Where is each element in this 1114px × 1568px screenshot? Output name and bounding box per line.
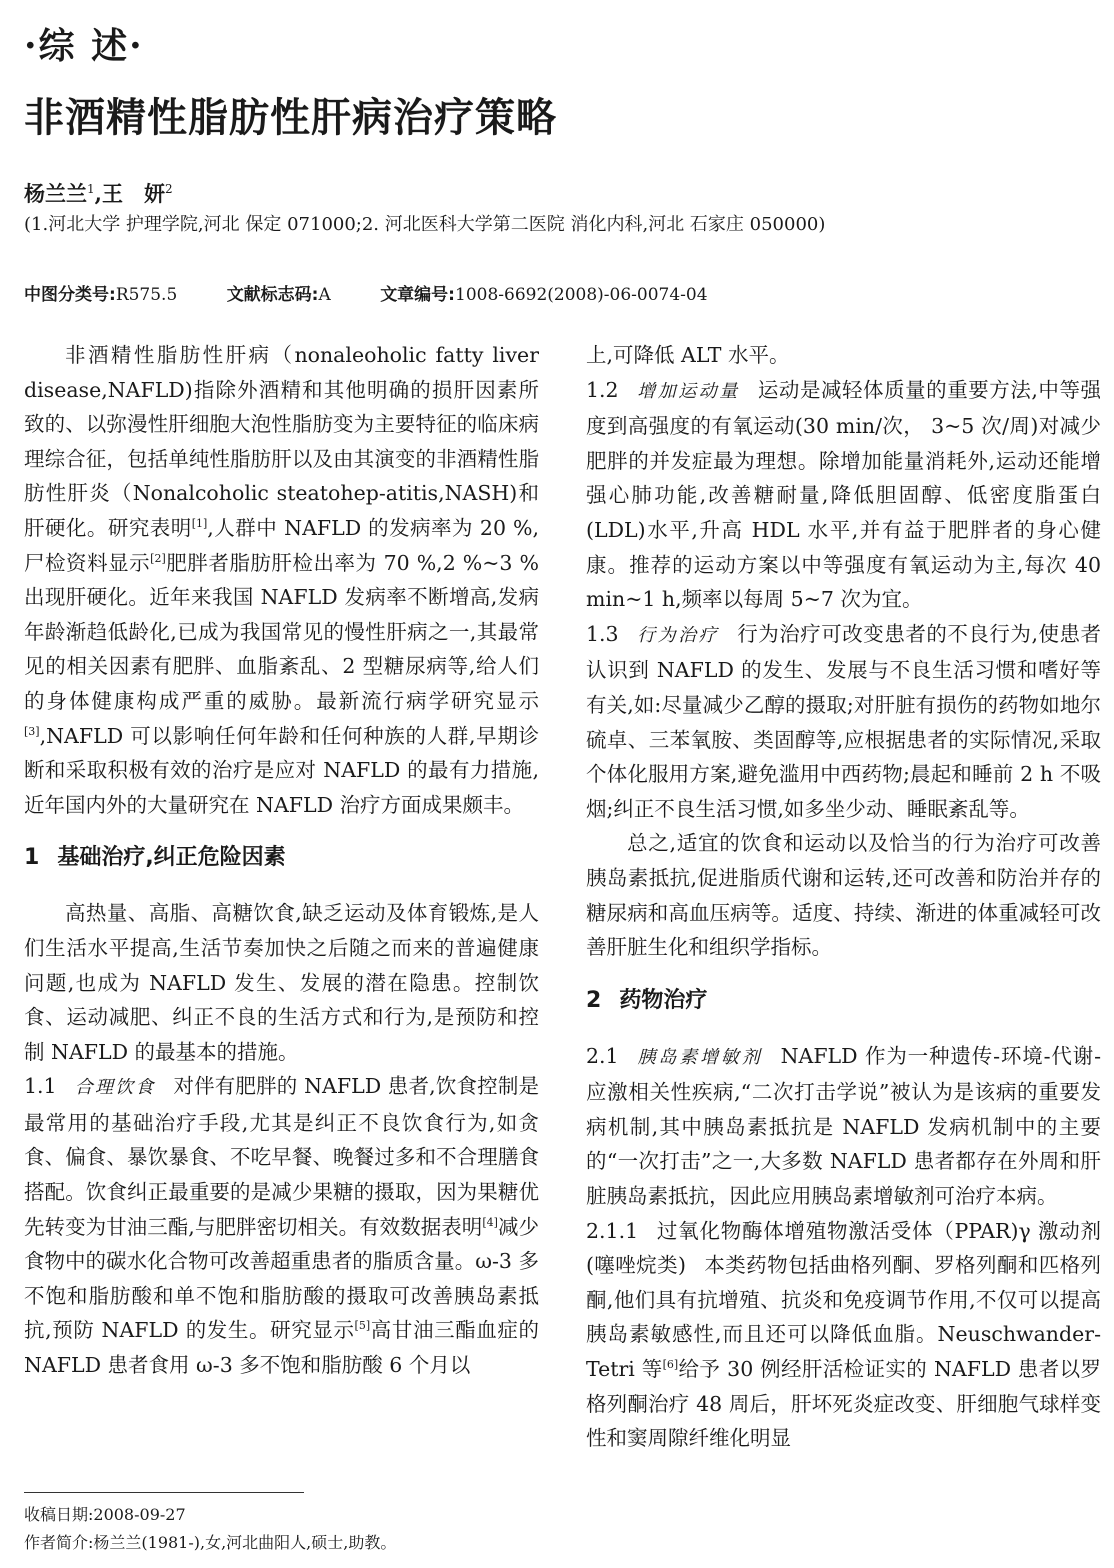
- section-heading-1: 1 基础治疗,纠正危险因素: [24, 845, 286, 871]
- author-bio: 作者简介:杨兰兰(1981-),女,河北曲阳人,硕士,助教。: [24, 1533, 397, 1552]
- citation-ref[interactable]: [4]: [482, 1215, 498, 1229]
- intro-paragraph: 非酒精性脂肪性肝病（nonaleoholic fatty liver disease,NAFLD)指除外酒精和其他明确的损肝因素所致的、以弥漫性肝细胞大泡性脂肪变为主要特征的临床病理综合征，包括单纯性脂肪肝以及由其演变的非酒精性脂肪性肝炎（Nonalcoholic steatohep-atitis,NASH)和肝硬化。研究表明[1],人群中 NAFLD 的发病率为 20 %,尸检资料显示[2]肥胖者脂肪肝检出率为 70 %,2 %~3 %出现肝硬化。近年来我国 NAFLD 发病率不断增高,发病年龄渐趋低龄化,已成为我国常见的慢性肝病之一,其最常见的相关因素有肥胖、血脂紊乱、2 型糖尿病等,给人们的身体健康构成严重的威胁。最新流行病学研究显示[3],NAFLD 可以影响任何年龄和任何种族的人群,早期诊断和采取积极有效的治疗是应对 NAFLD 的最有力措施,近年国内外的大量研究在 NAFLD 治疗方面成果颇丰。: [24, 343, 539, 817]
- author-2-affil-mark: 2: [164, 182, 173, 196]
- article-number: 文章编号:1008-6692(2008)-06-0074-04: [380, 285, 708, 305]
- summary-paragraph: 总之,适宜的饮食和运动以及恰当的行为治疗可改善胰岛素抵抗,促进脂质代谢和运转,还可改善和防治并存的糖尿病和高血压病等。适度、持续、渐进的体重减轻可改善肝脏生化和组织学指标。: [586, 831, 1101, 960]
- subsection-1-1: 1.1 合理饮食 对伴有肥胖的 NAFLD 患者,饮食控制是最常用的基础治疗手段,尤其是纠正不良饮食行为,如贪食、偏食、暴饮暴食、不吃早餐、晚餐过多和不合理膳食搭配。饮食纠正最重要的是减少果糖的摄取，因为果糖优先转变为甘油三酯,与肥胖密切相关。有效数据表明[4]减少食物中的碳水化合物可改善超重患者的脂质含量。ω-3 多不饱和脂肪酸和单不饱和脂肪酸的摄取可改善胰岛素抵抗,预防 NAFLD 的发生。研究显示[5]高甘油三酯血症的 NAFLD 患者食用 ω-3 多不饱和脂肪酸 6 个月以: [24, 1074, 539, 1378]
- author-1: 杨兰兰: [24, 181, 87, 206]
- article-title: 非酒精性脂肪性肝病治疗策略: [24, 94, 557, 141]
- citation-ref[interactable]: [6]: [662, 1358, 679, 1372]
- document-code: 文献标志码:A: [226, 285, 331, 305]
- section-heading-2: 2 药物治疗: [586, 987, 708, 1013]
- author-1-affil-mark: 1: [87, 182, 95, 196]
- left-column: [24, 338, 539, 1480]
- section-1-paragraph: 高热量、高脂、高糖饮食,缺乏运动及体育锻炼,是人们生活水平提高,生活节奏加快之后随之而来的普遍健康问题,也成为 NAFLD 发生、发展的潜在隐患。控制饮食、运动减肥、纠正不良的生活方式和行为,是预防和控制 NAFLD 的最基本的措施。: [24, 901, 539, 1064]
- citation-ref[interactable]: [5]: [354, 1319, 371, 1333]
- subsection-2-1: 2.1 胰岛素增敏剂 NAFLD 作为一种遗传-环境-代谢-应激相关性疾病,“二次打击学说”被认为是该病的重要发病机制,其中胰岛素抵抗是 NAFLD 发病机制中的主要的“一次打击”之一,大多数 NAFLD 患者都存在外周和肝脏胰岛素抵抗，因此应用胰岛素增敏剂可治疗本病。: [586, 1043, 1101, 1209]
- continued-text: 上,可降低 ALT 水平。: [586, 343, 790, 367]
- subsection-1-3: 1.3 行为治疗 行为治疗可改变患者的不良行为,使患者认识到 NAFLD 的发生、发展与不良生活习惯和嗜好等有关,如:尽量减少乙醇的摄取;对肝脏有损伤的药物如地尔硫卓、三苯氧胺、类固醇等,应根据患者的实际情况,采取个体化服用方案,避免滥用中西药物;晨起和睡前 2 h 不吸烟;纠正不良生活习惯,如多坐少动、睡眠紊乱等。: [586, 621, 1101, 821]
- right-column: [586, 338, 1101, 1568]
- citation-ref[interactable]: [3]: [24, 724, 40, 738]
- citation-ref[interactable]: [1]: [191, 517, 208, 531]
- affiliations: (1.河北大学 护理学院,河北 保定 071000;2. 河北医科大学第二医院 消化内科,河北 石家庄 050000): [24, 214, 826, 235]
- authors: [24, 178, 173, 208]
- subsection-2-1-1: 2.1.1 过氧化物酶体增殖物激活受体（PPAR)γ 激动剂(噻唑烷类) 本类药物包括曲格列酮、罗格列酮和匹格列酮,他们具有抗增殖、抗炎和免疫调节作用,不仅可以提高胰岛素敏感性,而且还可以降低血脂。Neuschwander-Tetri 等[6]给予 30 例经肝活检证实的 NAFLD 患者以罗格列酮治疗 48 周后，肝坏死炎症改变、肝细胞气球样变性和窦周隙纤维化明显: [586, 1218, 1101, 1451]
- received-date: 收稿日期:2008-09-27: [24, 1505, 186, 1524]
- clc-number: 中图分类号:R575.5: [24, 285, 178, 305]
- footnote-rule: [24, 1492, 304, 1493]
- section-tag: ·综 述·: [24, 25, 144, 67]
- article-meta: [24, 280, 752, 305]
- citation-ref[interactable]: [2]: [150, 551, 166, 565]
- subsection-1-2: 1.2 增加运动量 运动是减轻体质量的重要方法,中等强度到高强度的有氧运动(30 min/次， 3~5 次/周)对减少肥胖的并发症最为理想。除增加能量消耗外,运动还能增强心肺功能,改善糖耐量,降低胆固醇、低密度脂蛋白(LDL)水平,升高 HDL 水平,并有益于肥胖者的身心健康。推荐的运动方案以中等强度有氧运动为主,每次 40 min~1 h,频率以每周 5~7 次为宜。: [586, 377, 1101, 612]
- author-2: ,王 妍: [94, 181, 165, 206]
